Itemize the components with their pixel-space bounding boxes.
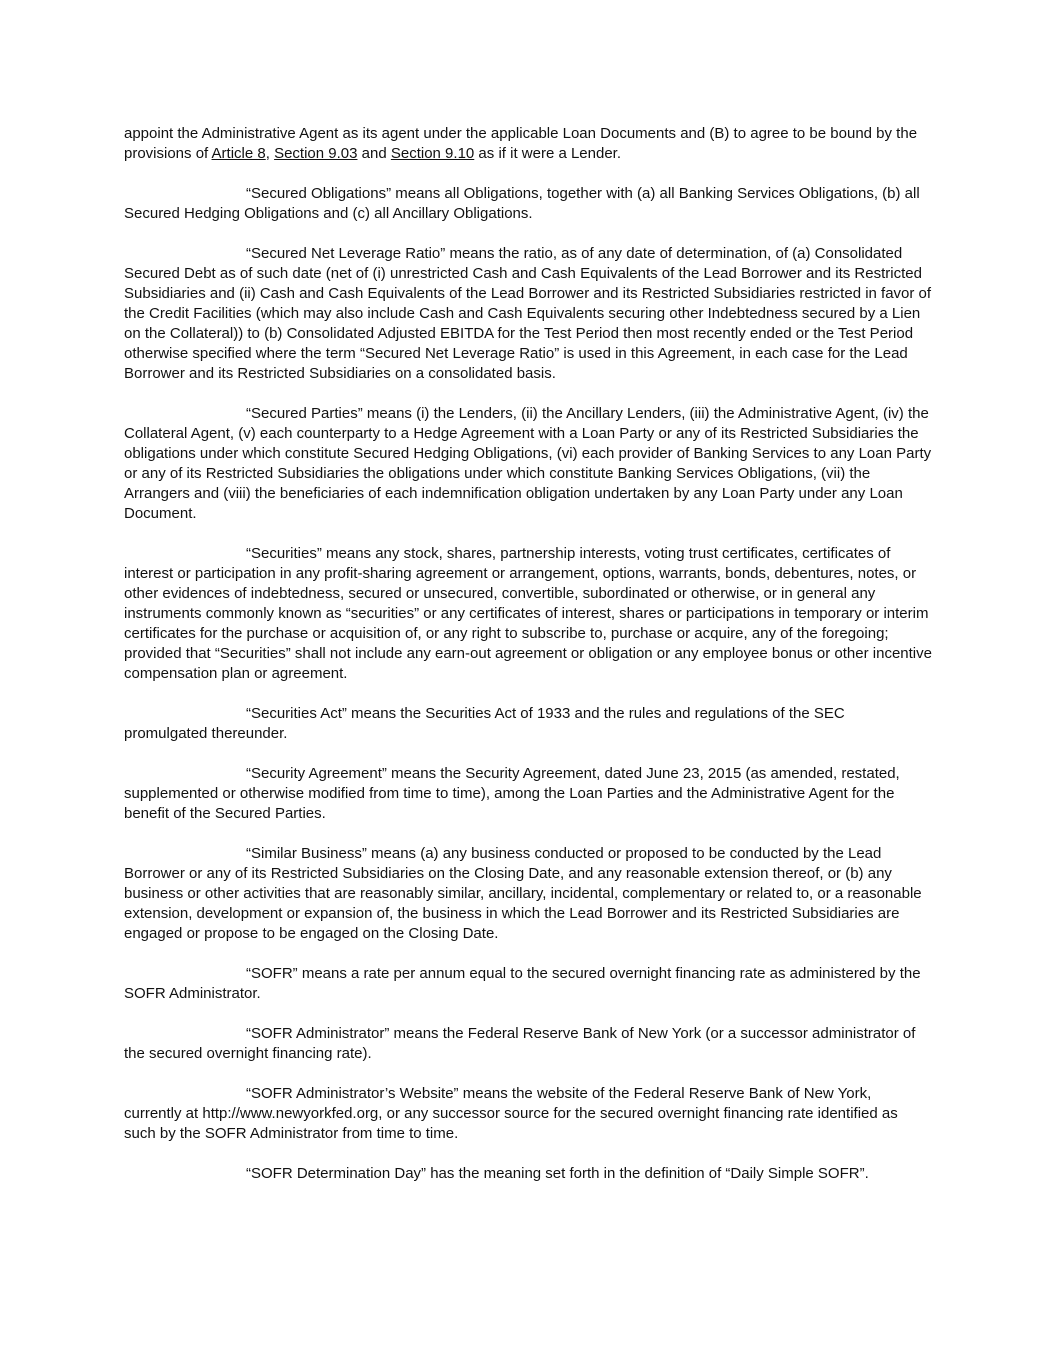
definition-similar-business (124, 844, 932, 944)
definition-body: means the Securities Act of 1933 and the rules and regulations of the SEC promulgated thereunder. (124, 705, 845, 742)
definition-sofr (124, 964, 932, 1004)
definition-secured-net-leverage-ratio (124, 244, 932, 384)
definition-body: means the Security Agreement, dated June 23, 2015 (as amended, restated, supplemented or otherwise modified from time to time), among the Loan Parties and the Administrative Agent for the benefit of the Secured Parties. (124, 765, 900, 822)
definition-term: “Similar Business” (246, 845, 367, 862)
definition-term: “Secured Net Leverage Ratio” (246, 245, 446, 262)
definition-body: means the ratio, as of any date of determination, of (a) Consolidated Secured Debt as of such date (net of (i) unrestricted Cash and Cash Equivalents of the Lead Borrower and its Restricted Subsidiaries and (ii) Cash and Cash Equivalents of the Lead Borrower and its Restricted Subsidiaries restricted in favor of the Credit Facilities (which may also include Cash and Cash Equivalents securing other Indebtedness secured by a Lien on the Collateral)) to (b) Consolidated Adjusted EBITDA for the Test Period then most recently ended or the Test Period otherwise specified where the term “Secured Net Leverage Ratio” is used in this Agreement, in each case for the Lead Borrower and its Restricted Subsidiaries on a consolidated basis. (124, 245, 932, 382)
intro-conjunction: and (357, 145, 391, 162)
definition-body: means all Obligations, together with (a) all Banking Services Obligations, (b) all Secured Hedging Obligations and (c) all Ancillary Obligations. (124, 185, 920, 222)
intro-paragraph (124, 124, 932, 164)
definition-security-agreement (124, 764, 932, 824)
definition-secured-obligations (124, 184, 932, 224)
definition-term: “Securities Act” (246, 705, 347, 722)
definition-term: “Security Agreement” (246, 765, 387, 782)
definition-sofr-administrators-website (124, 1084, 932, 1144)
article-8-reference: Article 8 (211, 145, 266, 162)
definition-term: “SOFR Determination Day” (246, 1165, 427, 1182)
intro-separator: , (265, 145, 275, 162)
definition-term: “SOFR” (246, 965, 298, 982)
definition-sofr-administrator (124, 1024, 932, 1064)
definition-term: “SOFR Administrator’s Website” (246, 1085, 459, 1102)
section-9-10-reference: Section 9.10 (390, 145, 475, 162)
intro-text-start: appoint the Administrative Agent as its agent under the applicable Loan Documents and (B) to agree to be bound by the provisions of (124, 125, 918, 162)
definition-securities-act (124, 704, 932, 744)
definition-term: “Securities” (246, 545, 322, 562)
definition-body: means any stock, shares, partnership interests, voting trust certificates, certificates of interest or participation in any profit-sharing agreement or arrangement, options, warrants, bonds, debentures, notes, or other evidences of indebtedness, secured or unsecured, convertible, subordinated or otherwise, or in general any instruments commonly known as “securities” or any certificates of interest, shares or participations in temporary or interim certificates for the purchase or acquisition of, or any right to subscribe to, purchase or acquire, any of the foregoing; provided that “Securities” shall not include any earn-out agreement or obligation or any employee bonus or other incentive compensation plan or agreement. (124, 545, 932, 682)
definition-body: means (a) any business conducted or proposed to be conducted by the Lead Borrower or any of its Restricted Subsidiaries on the Closing Date, and any reasonable extension thereof, or (b) any business or other activities that are reasonably similar, ancillary, incidental, complementary or related to, or a reasonable extension, development or expansion of, the business in which the Lead Borrower and its Restricted Subsidiaries are engaged or propose to be engaged on the Closing Date. (124, 845, 922, 942)
definition-securities (124, 544, 932, 684)
definition-body: means the website of the Federal Reserve Bank of New York, currently at http://www.newyorkfed.org, or any successor source for the secured overnight financing rate identified as such by the SOFR Administrator from time to time. (124, 1085, 898, 1142)
section-9-03-reference: Section 9.03 (274, 145, 358, 162)
definition-secured-parties (124, 404, 932, 524)
definition-term: “Secured Obligations” (246, 185, 392, 202)
intro-text-end: as if it were a Lender. (474, 145, 622, 162)
definition-body: means the Federal Reserve Bank of New York (or a successor administrator of the secured overnight financing rate). (124, 1025, 916, 1062)
definition-body: means (i) the Lenders, (ii) the Ancillary Lenders, (iii) the Administrative Agent, (iv) the Collateral Agent, (v) each counterparty to a Hedge Agreement with a Loan Party or any of its Restricted Subsidiaries the obligations under which constitute Secured Hedging Obligations, (vi) each provider of Banking Services to any Loan Party or any of its Restricted Subsidiaries the obligations under which constitute Banking Services Obligations, (vii) the Arrangers and (viii) the beneficiaries of each indemnification obligation undertaken by any Loan Party under any Loan Document. (124, 405, 932, 522)
definition-body: has the meaning set forth in the definition of “Daily Simple SOFR”. (426, 1165, 869, 1182)
definition-term: “SOFR Administrator” (246, 1025, 390, 1042)
definition-term: “Secured Parties” (246, 405, 363, 422)
definition-sofr-determination-day (124, 1164, 932, 1184)
document-page (124, 124, 932, 1204)
definition-body: means a rate per annum equal to the secured overnight financing rate as administered by the SOFR Administrator. (124, 965, 921, 1002)
